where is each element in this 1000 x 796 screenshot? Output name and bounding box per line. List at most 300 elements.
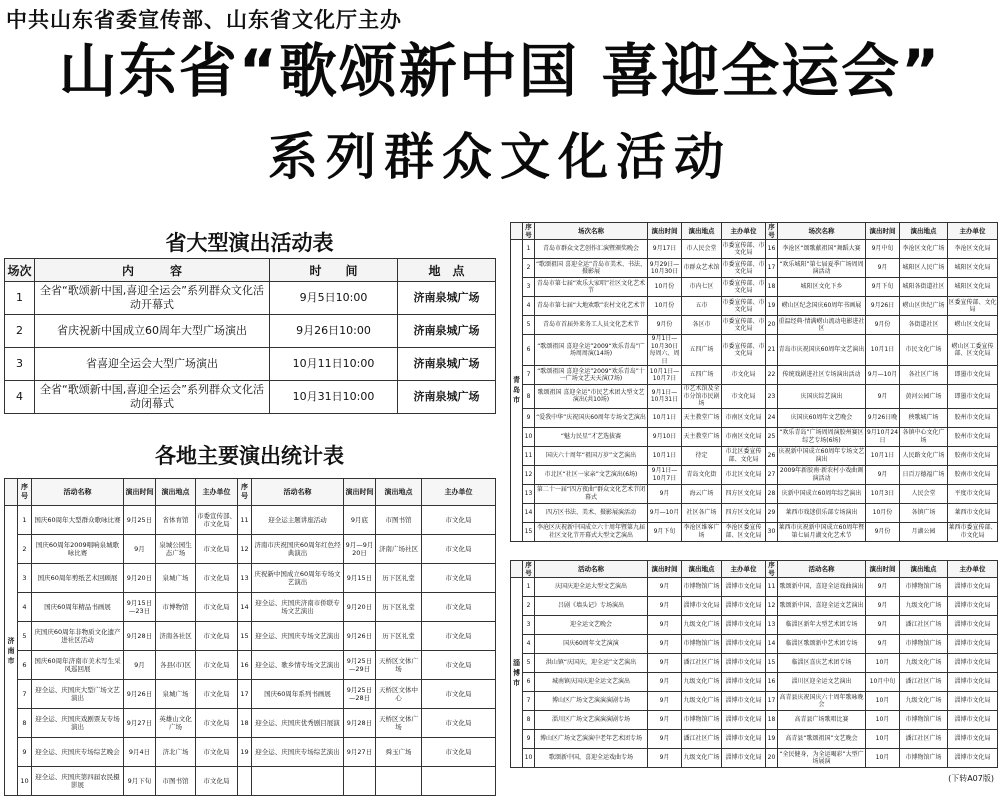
table-cell: 10月份 (866, 503, 900, 522)
table-row (511, 730, 998, 749)
table-cell: 歌颂祖国 喜迎全运”市民艺术团大型文艺演出(共10场) (535, 385, 648, 409)
table-cell: 9月26日 (344, 622, 376, 651)
table-cell: “歌颂祖国 喜迎全运”青岛市美术、书法、摄影展 (535, 259, 648, 278)
table-cell: 9月 (648, 654, 682, 673)
event-venue: 济南泉城广场 (398, 282, 496, 315)
table-cell: 9月28日 (344, 709, 376, 738)
table-cell: 市群众艺术馆 (682, 259, 722, 278)
event-time: 9月26日10:00 (270, 315, 398, 348)
event-content: 省喜迎全运会大型广场演出 (35, 348, 270, 381)
table-cell: 13 (523, 484, 535, 503)
table-cell: 淄博市文化局 (682, 597, 722, 616)
table-cell: 9月中旬 (866, 240, 900, 259)
table-row (5, 738, 496, 767)
event-content: 省庆祝新中国成立60周年大型广场演出 (35, 315, 270, 348)
table-cell: 四方区书法、美术、摄影展演活动 (535, 503, 648, 522)
table-row (511, 692, 998, 711)
event-venue: 济南泉城广场 (398, 348, 496, 381)
table-cell: 1 (523, 578, 535, 597)
column-header: 活动名称 (32, 479, 124, 506)
column-header: 活动名称 (535, 561, 648, 578)
table-cell: 9月1日—10月7日 (648, 465, 682, 484)
column-header: 演出地点 (156, 479, 196, 506)
column-header: 演出地点 (900, 561, 948, 578)
table-row (511, 240, 998, 259)
table-cell: 城阳各街道社区 (900, 278, 948, 297)
table-cell: 9月下旬 (866, 278, 900, 297)
table-cell: 庆国庆迎全运大型文艺演出 (535, 578, 648, 597)
table-cell: 九级文化广场 (900, 692, 948, 711)
table-cell: 人民会堂 (900, 484, 948, 503)
table-cell: 泉城广场 (156, 564, 196, 593)
big-performance-table (4, 258, 496, 414)
event-time: 10月11日10:00 (270, 348, 398, 381)
table-row (511, 673, 998, 692)
table-cell: 21 (766, 335, 778, 366)
table-cell: 淄川区迎全运文艺演出 (778, 673, 866, 692)
column-header: 活动名称 (252, 479, 344, 506)
table-cell: 五四广场 (682, 366, 722, 385)
table-cell: 5 (523, 654, 535, 673)
table-cell: 迎全运、庆国庆专场综艺演出 (252, 738, 344, 767)
table-cell: 淄博市文化局 (948, 597, 998, 616)
table-cell: 市文化局 (196, 593, 238, 622)
column-header: 序号 (766, 223, 778, 240)
table-cell: 4 (523, 297, 535, 316)
table-cell: 李沧区维客广场 (682, 522, 722, 541)
table-cell: 9月 (648, 597, 682, 616)
table-cell: 淄博市文化局 (722, 692, 766, 711)
table-cell: 淄博市文化局 (948, 673, 998, 692)
table-cell: 16 (766, 673, 778, 692)
table-cell: 12 (238, 535, 252, 564)
table-row (5, 651, 496, 680)
table-cell: 高青县“歌颂祖国”文艺晚会 (778, 730, 866, 749)
table-row (5, 622, 496, 651)
table-cell: 9月20日 (124, 564, 156, 593)
table-row (511, 427, 998, 446)
column-header: 演出地点 (682, 561, 722, 578)
table-row (5, 348, 496, 381)
table-cell: 庆国庆60周年非物质文化遗产进社区活动 (32, 622, 124, 651)
table-cell: 17 (766, 692, 778, 711)
column-header: 演出时间 (648, 223, 682, 240)
table-cell: 10月1日 (648, 408, 682, 427)
table-cell: 市博物馆广场 (682, 635, 722, 654)
table-cell: 9月份 (648, 316, 682, 335)
table-cell: 五四广场 (682, 335, 722, 366)
table-cell: 淄博市文化局 (948, 711, 998, 730)
table-cell: 3 (523, 616, 535, 635)
table-cell: 22 (766, 366, 778, 385)
table-cell: 五市 (682, 297, 722, 316)
session-number: 3 (5, 348, 35, 381)
table-cell: 淄博市文化局 (722, 654, 766, 673)
table-cell: “歌颂祖国 喜迎全运”2009“欢乐青岛”十一广场文艺天天演(7场) (535, 366, 648, 385)
table-cell: 2009年新胶南·新农村小戏曲调演活动 (778, 465, 866, 484)
table-cell: 歌颂新中国，喜迎全运戏曲演出 (778, 578, 866, 597)
column-header: 地 点 (398, 259, 496, 282)
table-cell: 9月底 (344, 506, 376, 535)
table-cell: 9月25日 (124, 506, 156, 535)
table-cell: 博山区广场文艺演演中老年艺术团专场 (535, 730, 648, 749)
table-cell: 19 (238, 738, 252, 767)
table-cell: 泉城公园生态广场 (156, 535, 196, 564)
table-cell: 市博物馆广场 (682, 578, 722, 597)
table-cell: 李沧区庆祝新中国成立六十周年暨第九届社区文化节开幕式大型文艺演出 (535, 522, 648, 541)
local-table-body (5, 506, 496, 796)
table-cell: 月湖公园 (900, 522, 948, 541)
table-cell: 庆国庆60周年文艺晚会 (778, 408, 866, 427)
table-cell: 天主教堂广场 (682, 427, 722, 446)
table-cell: 济北广场 (156, 738, 196, 767)
table-cell: 9月 (866, 635, 900, 654)
table-cell: 迎全运、庆国庆专场综艺晚会 (32, 738, 124, 767)
table-cell: 城阳区文化局 (948, 278, 998, 297)
table-cell: 9月 (648, 730, 682, 749)
table-cell: 5 (18, 622, 32, 651)
column-header: 序号 (766, 561, 778, 578)
table-cell: 市文化局 (722, 366, 766, 385)
table-cell: 市委宣传部、市文化局 (722, 240, 766, 259)
table-cell: 13 (766, 616, 778, 635)
table-cell: 9月10日 (648, 427, 682, 446)
table-cell: 历下区礼堂 (376, 622, 422, 651)
table-cell: 10月 (866, 730, 900, 749)
column-header: 演出时间 (866, 223, 900, 240)
table-cell: 9月 (866, 385, 900, 409)
table-cell: 崂山区纪念国庆60周年书画展 (778, 297, 866, 316)
table-cell: 19 (766, 730, 778, 749)
city-label: 青岛市 (511, 240, 523, 542)
table-cell: 日百万德福广场 (900, 465, 948, 484)
table-cell: 国庆60周年大型群众歌咏比赛 (32, 506, 124, 535)
table-cell: 迎全运、庆国庆专场文艺演出 (252, 622, 344, 651)
table-cell: 23 (766, 385, 778, 409)
table-cell: 省体育馆 (156, 506, 196, 535)
table-cell: 九级文化广场 (682, 616, 722, 635)
table-cell: 社区各广场 (682, 503, 722, 522)
table-cell: 市文化局 (196, 651, 238, 680)
table-cell: 10月 (866, 692, 900, 711)
zibo-table (510, 560, 998, 768)
table-cell: 9月 (866, 597, 900, 616)
table-row (511, 278, 998, 297)
table-cell: 市南区文化局 (722, 408, 766, 427)
table-cell: 市人民会堂 (682, 240, 722, 259)
table-cell: 城阳区文化局 (948, 259, 998, 278)
table-cell: 崂山区世纪广场 (900, 297, 948, 316)
table-cell: 10月1日—10月7日 (648, 366, 682, 385)
table-row (5, 535, 496, 564)
table-header-row (511, 223, 998, 240)
table-cell: 9月29日—10月30日 (648, 259, 682, 278)
table-row (511, 446, 998, 465)
table-cell: 重温经典·情满崂山流动电影进社区 (778, 316, 866, 335)
table-cell: 淄博市文化局 (948, 616, 998, 635)
table-cell: 历下区礼堂 (376, 564, 422, 593)
table-cell: 市博物馆广场 (900, 711, 948, 730)
table-cell (252, 767, 344, 796)
table-cell: 国庆60周年文艺演演 (535, 635, 648, 654)
table-cell: 海云广场 (682, 484, 722, 503)
table-cell: 10月1日 (866, 446, 900, 465)
table-row (5, 506, 496, 535)
table-row (5, 593, 496, 622)
table-cell: 即墨市文化局 (948, 385, 998, 409)
table-cell: 九级文化广场 (900, 654, 948, 673)
table-cell: 10月 (866, 749, 900, 768)
column-header: 场次名称 (535, 223, 648, 240)
table-cell: 泉城广场 (156, 680, 196, 709)
table-cell: 17 (238, 680, 252, 709)
table-cell: 各县(市)区 (156, 651, 196, 680)
table-cell: 市北区委宣传部、文化局 (722, 446, 766, 465)
table-cell: 舜玉广场 (376, 738, 422, 767)
column-header: 场次 (5, 259, 35, 282)
table-cell: 市博物馆 (156, 593, 196, 622)
table-cell: 8 (523, 711, 535, 730)
table-cell: 9月 (866, 578, 900, 597)
table-cell: 迎全运、庆国庆第四届农民摄影展 (32, 767, 124, 796)
table-cell: 潘江社区广场 (900, 616, 948, 635)
column-header: 主办单位 (722, 223, 766, 240)
table-cell: 5 (523, 316, 535, 335)
table-cell: 淄博市文化局 (722, 711, 766, 730)
table-cell: 市委宣传部、市文化局 (722, 259, 766, 278)
table-cell: 平度市文化局 (948, 484, 998, 503)
table-cell: 吕剧《墙头记》专场演出 (535, 597, 648, 616)
column-header (5, 479, 18, 506)
table-cell: 迎全运、庆国庆大型广场文艺演出 (32, 680, 124, 709)
table-cell: 市文化局 (422, 680, 496, 709)
table-cell: 12 (523, 465, 535, 484)
table-cell: 市博物馆广场 (900, 749, 948, 768)
city-label: 淄博市 (511, 578, 523, 768)
table-cell: 3 (523, 278, 535, 297)
table-cell: 各镇广场 (900, 503, 948, 522)
table-cell: 9 (523, 730, 535, 749)
table-cell: 临淄区喜庆艺术团专场 (778, 654, 866, 673)
table-cell: 四方区文化局 (722, 484, 766, 503)
table-cell: 市博物馆广场 (900, 578, 948, 597)
table-cell: 9月 (648, 635, 682, 654)
table-cell: 9月1日—10月30日每周六、周日 (649, 335, 680, 365)
table-cell: 九级文化广场 (682, 692, 722, 711)
table-cell: 淄博市文化局 (722, 730, 766, 749)
table-cell: 10 (18, 767, 32, 796)
big-table-title: 省大型演出活动表 (165, 231, 334, 255)
table-cell: 27 (766, 465, 778, 484)
table-cell: 市委宣传部、市文化局 (722, 316, 766, 335)
table-cell: 9月4日 (124, 738, 156, 767)
session-number: 1 (5, 282, 35, 315)
table-cell (376, 767, 422, 796)
table-cell: 15 (766, 654, 778, 673)
column-header: 内 容 (35, 259, 270, 282)
table-cell: 青岛市首届外来务工人员文化艺术节 (535, 316, 648, 335)
table-cell: “歌颂祖国 喜迎全运”2009“欢乐青岛”广场周周演(14场) (535, 335, 648, 366)
table-cell: 九级文化广场 (682, 749, 722, 768)
table-cell: 各镇中心文化广场 (900, 427, 948, 446)
table-cell: 各街道社区 (900, 316, 948, 335)
table-cell: 6 (523, 335, 535, 366)
table-cell: 9月 (648, 749, 682, 768)
column-header: 演出地点 (900, 223, 948, 240)
table-cell: 国庆60周年剪纸艺术回顾展 (32, 564, 124, 593)
table-cell: 国庆60周年精品书画展 (32, 593, 124, 622)
table-cell: 庆新中国成立60周年综艺演出 (778, 484, 866, 503)
table-cell: 16 (238, 651, 252, 680)
table-cell: 9月 (124, 535, 156, 564)
table-row (511, 654, 998, 673)
table-cell: 20 (766, 316, 778, 335)
table-cell: 25 (766, 427, 778, 446)
table-cell: 庆国庆综艺演出 (778, 385, 866, 409)
table-cell: 莱西市委宣传部、市文化局 (948, 522, 998, 541)
table-row (511, 578, 998, 597)
event-time: 10月31日10:00 (270, 381, 398, 414)
column-header: 场次名称 (778, 223, 866, 240)
table-row (511, 597, 998, 616)
table-cell: 20 (766, 749, 778, 768)
table-cell: 历下区礼堂 (376, 593, 422, 622)
table-cell: 11 (766, 578, 778, 597)
table-cell: 市文化局 (196, 564, 238, 593)
table-cell: 9月1日—10月31日 (648, 385, 682, 409)
table-cell: 9 (523, 408, 535, 427)
column-header: 演出时间 (124, 479, 156, 506)
table-cell: 市博物馆广场 (900, 635, 948, 654)
table-row (511, 484, 998, 503)
table-cell: 淄博市文化局 (722, 597, 766, 616)
table-cell: 市委宣传部、市文化局 (722, 278, 766, 297)
table-cell: 市文化局 (196, 767, 238, 796)
table-cell: 国庆60周年2009唱响泉城歌咏比赛 (32, 535, 124, 564)
headline-line1: 山东省“歌颂新中国 喜迎全运会” (58, 37, 942, 105)
table-cell: 淄博市文化局 (948, 635, 998, 654)
table-cell: 10月中旬 (866, 673, 900, 692)
table-cell: 18 (766, 711, 778, 730)
local-performance-table (4, 478, 496, 796)
table-cell: 各区市 (682, 316, 722, 335)
table-cell: 16 (766, 240, 778, 259)
session-number: 4 (5, 381, 35, 414)
table-cell: 待定 (682, 446, 722, 465)
table-cell: 城南镇庆国庆迎全运文艺演出 (535, 673, 648, 692)
table-cell: 10月份 (648, 278, 682, 297)
table-cell: 2 (523, 597, 535, 616)
table-cell: 9月25日—29日 (344, 651, 376, 680)
table-cell: 3 (18, 564, 32, 593)
column-header: 演出地点 (376, 479, 422, 506)
table-cell: 市委宣传部、市文化局 (722, 335, 766, 366)
table-cell: 市文化局 (422, 564, 496, 593)
table-cell: 青岛文化街 (682, 465, 722, 484)
column-header: 主办单位 (722, 561, 766, 578)
table-cell: 胶州市文化局 (948, 427, 998, 446)
table-cell: 市图书馆 (156, 767, 196, 796)
table-cell: 青岛市群众文艺创作汇演暨颁奖晚会 (535, 240, 648, 259)
table-cell: 9月份 (866, 522, 900, 541)
session-number: 2 (5, 315, 35, 348)
table-cell: 临淄区新年大型艺术团专场 (778, 616, 866, 635)
event-content: 全省“歌颂新中国,喜迎全运会”系列群众文化活动开幕式 (35, 282, 270, 315)
table-cell: 胶南市文化局 (948, 446, 998, 465)
table-cell: 9月 (866, 465, 900, 484)
event-venue: 济南泉城广场 (398, 381, 496, 414)
table-cell: 高青县庆祝国庆六十周年歌咏晚会 (778, 692, 866, 711)
table-cell: 市图书馆 (376, 506, 422, 535)
table-cell: 天桥区文体广场 (376, 709, 422, 738)
column-header: 序号 (523, 223, 535, 240)
table-cell: 青岛市第七届“欢乐大家唱”社区文化艺术节 (535, 278, 648, 297)
table-cell: 10月3日 (866, 484, 900, 503)
table-cell: 9月25日—28日 (344, 680, 376, 709)
table-cell: 淄博市文化局 (948, 654, 998, 673)
table-cell: 天主教堂广场 (682, 408, 722, 427)
table-cell: 莱西市文化局 (948, 503, 998, 522)
table-cell: 淄博市文化局 (722, 616, 766, 635)
table-cell: 国庆60周年系列书画展 (252, 680, 344, 709)
table-cell: 淄博市文化局 (722, 578, 766, 597)
table-cell: 高青县广场歌唱比赛 (778, 711, 866, 730)
table-cell: 9月28日 (124, 622, 156, 651)
table-cell: 崂山区文化局 (948, 316, 998, 335)
table-cell: 市文化局 (196, 680, 238, 709)
table-cell: 市文化局 (722, 385, 766, 409)
table-cell: 迎全运、庆国庆济南市侨联专场文艺演出 (252, 593, 344, 622)
table-cell: 国庆60周年济南市美术写生采风巡回展 (32, 651, 124, 680)
table-cell: 庆祝新中国成立60周年专场文艺演出 (252, 564, 344, 593)
table-cell: 14 (766, 635, 778, 654)
table-cell: 9月 (866, 259, 900, 278)
table-cell: 各社区广场 (900, 366, 948, 385)
table-cell: 李沧区文化广场 (900, 240, 948, 259)
table-cell: 淄博市文化局 (722, 673, 766, 692)
table-cell: 淄博市文化局 (948, 578, 998, 597)
table-cell: 胶州市文化局 (948, 408, 998, 427)
table-cell: 14 (238, 593, 252, 622)
table-cell: 12 (766, 597, 778, 616)
table-cell: 9月下旬 (124, 767, 156, 796)
table-row (5, 282, 496, 315)
table-cell: 迎全运主题讲座活动 (252, 506, 344, 535)
table-row (5, 564, 496, 593)
table-cell: 市艺术馆及全市分馆市民剧场 (683, 385, 720, 407)
table-cell: 4 (523, 635, 535, 654)
table-row (511, 522, 998, 541)
table-cell: 九级文化广场 (682, 673, 722, 692)
table-cell: 迎全运、庆国庆优秀剧目展演 (252, 709, 344, 738)
event-time: 9月5日10:00 (270, 282, 398, 315)
table-cell: 市文化局 (422, 709, 496, 738)
table-row (511, 408, 998, 427)
table-row (511, 366, 998, 385)
table-cell: 9月26日 (866, 297, 900, 316)
table-cell: “魅力民星”才艺选拔赛 (535, 427, 648, 446)
table-cell: 第二十一届“四方夜曲”群众文化艺术节闭幕式 (535, 484, 648, 503)
table-cell: 15 (238, 622, 252, 651)
table-cell: 市文化局 (422, 622, 496, 651)
table-cell: 济南广场社区 (376, 535, 422, 564)
continued-note: (下转A07版) (948, 774, 994, 783)
table-cell: 9月 (648, 673, 682, 692)
table-row (511, 749, 998, 768)
zibo-table-body (511, 578, 998, 768)
table-cell: 城阳区人民广场 (900, 259, 948, 278)
table-cell: “欢乐青岛”广场周周演胶州赛区综艺专场(6场) (778, 427, 866, 446)
